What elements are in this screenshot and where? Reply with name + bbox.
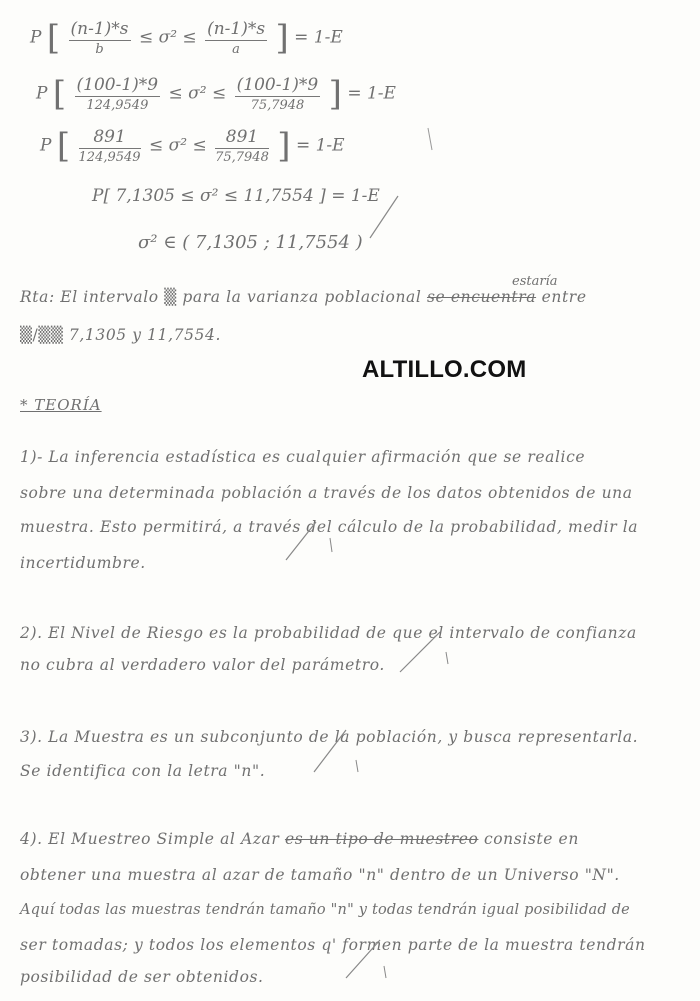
paragraph-1-line-2: sobre una determinada población a través de los datos obtenidos de una [20, 484, 633, 502]
check-mark [446, 652, 448, 664]
formula-line-2: P [ $\frac{(100-1)*9}{124,9549}$ ≤ σ² ≤ $\frac{(100-1)*9}{75,7948}$ ] = 1-E [36, 74, 396, 114]
formula-rhs: = 1-E [347, 83, 396, 104]
paragraph-1-line-3: muestra. Esto permitirá, a través del cálculo de la probabilidad, medir la [20, 518, 639, 536]
paragraph-4-line-2: obtener una muestra al azar de tamaño "n" dentro de un Universo "N". [20, 866, 620, 884]
paragraph-2-line-1: 2). El Nivel de Riesgo es la probabilidad de que el intervalo de confianza [20, 624, 637, 642]
check-mark [330, 538, 332, 552]
paragraph-1-line-1: 1)- La inferencia estadística es cualquier afirmación que se realice [20, 448, 586, 466]
fraction-numerator: (100-1)*9 [76, 75, 159, 95]
inequality-middle: ≤ σ² ≤ [148, 135, 207, 156]
formula-line-3: P [ $\frac{891}{124,9549}$ ≤ σ² ≤ $\frac{891}{75,7948}$ ] = 1-E [40, 126, 345, 166]
answer-text: para la varianza poblacional [182, 288, 422, 306]
fraction-denominator: 75,7948 [250, 98, 305, 113]
fraction-denominator: a [232, 42, 240, 57]
formula-line-5: σ² ∈ ( 7,1305 ; 11,7554 ) [138, 232, 363, 253]
paragraph-1-line-4: incertidumbre. [20, 554, 146, 572]
fraction-numerator: 891 [215, 127, 269, 149]
scribble-mark: ▒ [164, 288, 177, 306]
fraction-left [75, 75, 161, 113]
fraction-right [235, 75, 321, 113]
formula-rhs: = 1-E [294, 27, 343, 48]
paragraph-4-line-1 [20, 830, 579, 848]
paragraph-4-line-5: posibilidad de ser obtenidos. [20, 968, 264, 986]
paragraph-4-line-4: ser tomadas; y todos los elementos q' formen parte de la muestra tendrán [20, 936, 646, 954]
probability-symbol: P [36, 83, 48, 104]
paragraph-2-line-2: no cubra al verdadero valor del parámetro. [20, 656, 385, 674]
fraction-numerator: 891 [79, 127, 141, 149]
section-heading: * TEORÍA [20, 396, 102, 414]
check-mark [384, 966, 386, 978]
formula-rhs: = 1-E [295, 135, 345, 156]
fraction-denominator: b [95, 42, 104, 57]
inserted-word: estaría [512, 274, 558, 289]
inequality-middle: ≤ σ² ≤ [138, 27, 197, 48]
struck-text: es un tipo de muestreo [284, 830, 479, 848]
answer-text: entre [541, 288, 587, 306]
probability-symbol: P [30, 27, 42, 48]
check-mark [356, 760, 358, 772]
fraction-denominator: 124,9549 [86, 98, 149, 113]
fraction-right [215, 127, 269, 165]
struck-text: se encuentra [426, 288, 537, 306]
paragraph-text: consiste en [483, 830, 579, 848]
answer-text: 7,1305 y 11,7554. [68, 326, 221, 344]
formula-line-4: P[ 7,1305 ≤ σ² ≤ 11,7554 ] = 1-E [92, 186, 380, 206]
fraction-denominator: 124,9549 [78, 150, 141, 165]
answer-text: Rta: El intervalo [20, 288, 159, 306]
scribble-mark: ▒/▒▒ [20, 326, 64, 344]
fraction-denominator: 75,7948 [215, 150, 269, 165]
inequality-middle: ≤ σ² ≤ [168, 83, 227, 104]
check-mark [428, 128, 432, 150]
fraction-numerator: (100-1)*9 [236, 75, 319, 95]
paragraph-3-line-1: 3). La Muestra es un subconjunto de la población, y busca representarla. [20, 728, 639, 746]
fraction-numerator: (n-1)*s [70, 19, 129, 39]
fraction-left [69, 19, 131, 57]
paragraph-4-line-3: Aquí todas las muestras tendrán tamaño "n" y todas tendrán igual posibilidad de [20, 902, 630, 918]
probability-symbol: P [40, 135, 52, 156]
answer-line-1 [20, 288, 587, 306]
paragraph-3-line-2: Se identifica con la letra "n". [20, 762, 266, 780]
answer-line-2 [20, 326, 221, 344]
formula-line-1: P [ $\frac{(n-1)*s}{b}$ ≤ σ² ≤ $\frac{(n-1)*s}{a}$ ] = 1-E [30, 18, 343, 58]
fraction-right [205, 19, 267, 57]
fraction-numerator: (n-1)*s [207, 19, 266, 39]
watermark-logo: ALTILLO.COM [362, 356, 527, 383]
paragraph-text: 4). El Muestreo Simple al Azar [20, 830, 280, 848]
fraction-left [79, 127, 141, 165]
